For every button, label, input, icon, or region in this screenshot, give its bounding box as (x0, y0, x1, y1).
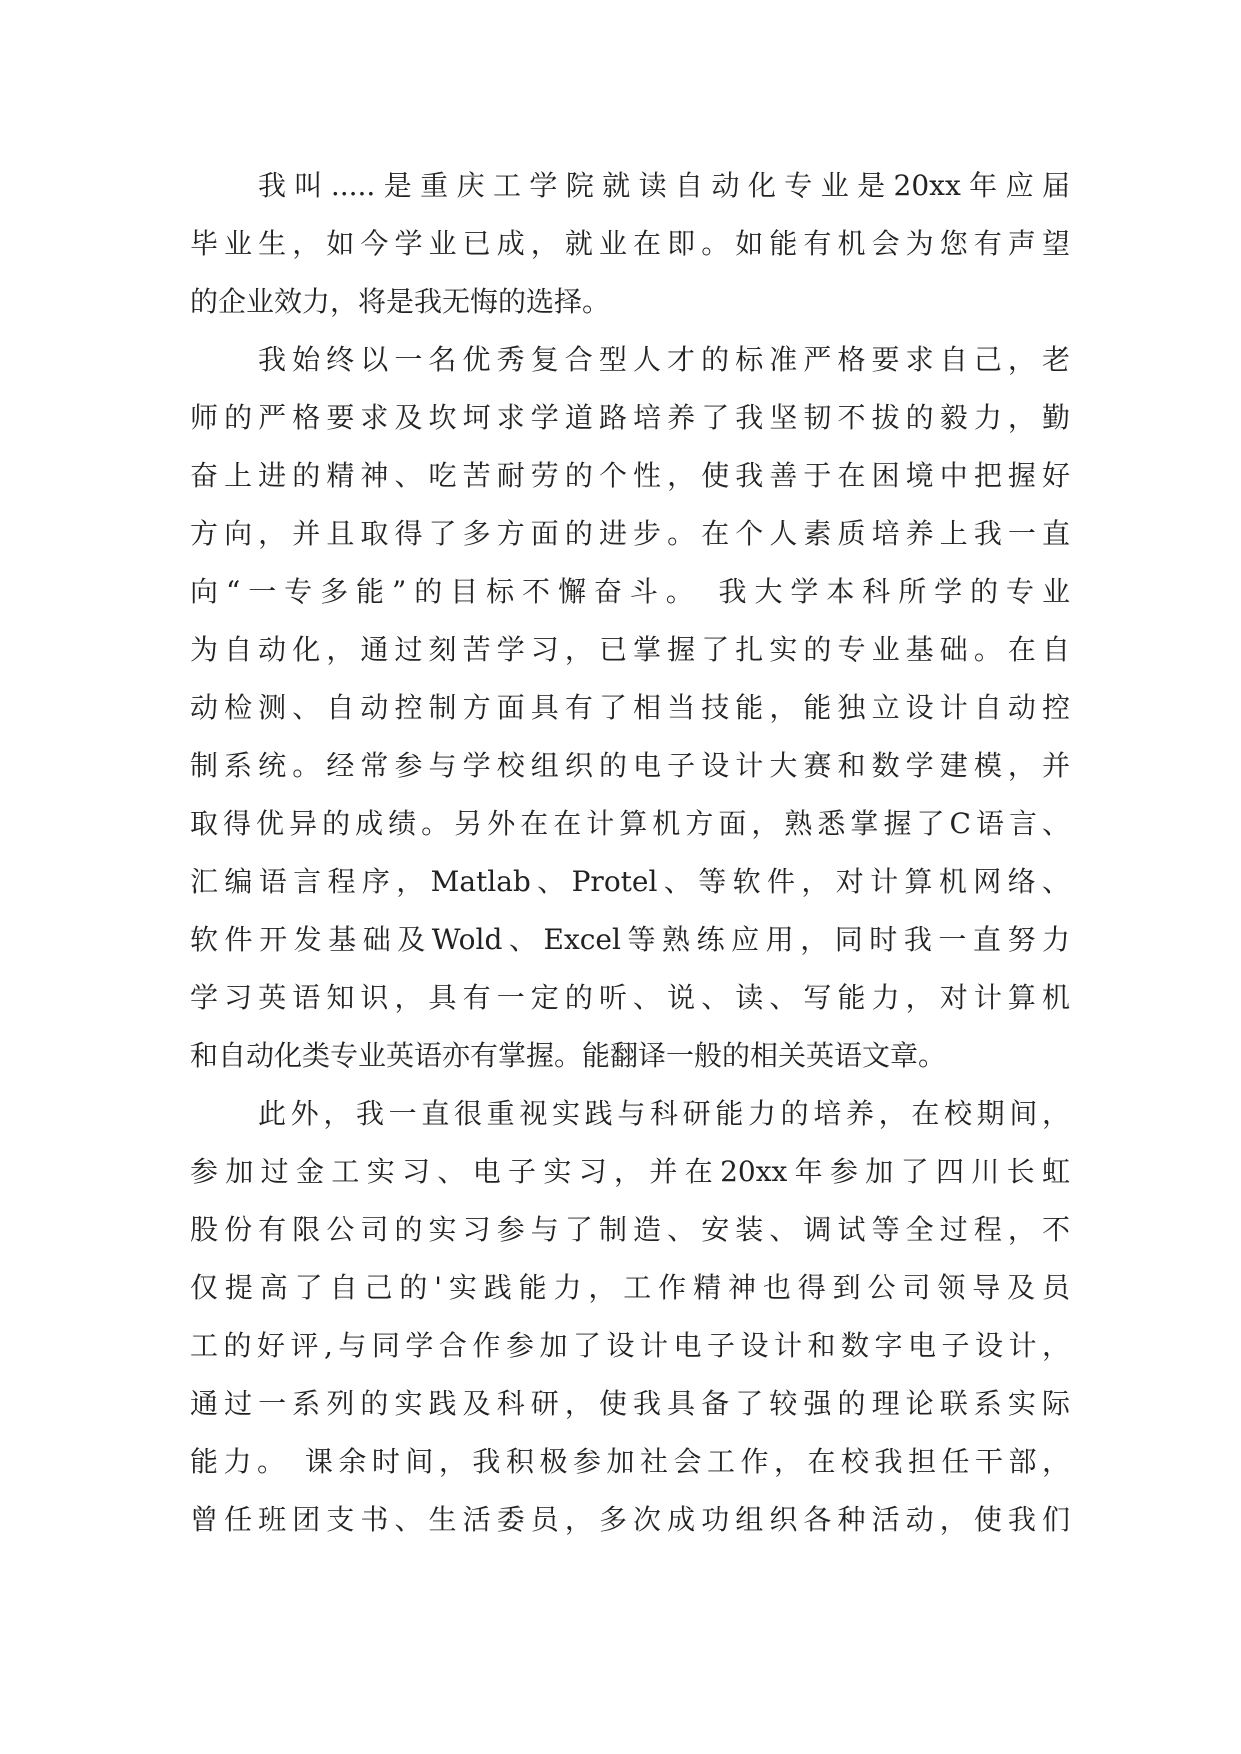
text-line: 方向，并且取得了多方面的进步。在个人素质培养上我一直 (190, 517, 1070, 550)
text-line: 制系统。经常参与学校组织的电子设计大赛和数学建模，并 (190, 749, 1070, 782)
text-line: 汇编语言程序，Matlab、Protel、等软件，对计算机网络、 (190, 865, 1070, 898)
text-line: 仅提高了自己的'实践能力，工作精神也得到公司领导及员 (190, 1271, 1070, 1304)
text-line: 毕业生，如今学业已成，就业在即。如能有机会为您有声望 (190, 227, 1070, 260)
text-line: 学习英语知识，具有一定的听、说、读、写能力，对计算机 (190, 981, 1070, 1014)
document-body (190, 157, 1070, 1549)
text-line: 参加过金工实习、电子实习，并在20xx年参加了四川长虹 (190, 1155, 1070, 1188)
text-line: 的企业效力，将是我无悔的选择。 (190, 285, 611, 318)
text-line: 我始终以一名优秀复合型人才的标准严格要求自己，老 (258, 343, 1070, 376)
text-line: 工的好评,与同学合作参加了设计电子设计和数字电子设计， (190, 1329, 1070, 1362)
text-line: 我叫.....是重庆工学院就读自动化专业是20xx年应届 (258, 169, 1070, 202)
text-line: 为自动化，通过刻苦学习，已掌握了扎实的专业基础。在自 (190, 633, 1070, 666)
text-line: 股份有限公司的实习参与了制造、安装、调试等全过程，不 (190, 1213, 1070, 1246)
text-line: 奋上进的精神、吃苦耐劳的个性，使我善于在困境中把握好 (190, 459, 1070, 492)
text-line: 曾任班团支书、生活委员，多次成功组织各种活动，使我们 (190, 1503, 1070, 1536)
text-line: 动检测、自动控制方面具有了相当技能，能独立设计自动控 (190, 691, 1070, 724)
text-line: 此外，我一直很重视实践与科研能力的培养，在校期间， (258, 1097, 1070, 1130)
text-line: 能力。 课余时间，我积极参加社会工作，在校我担任干部， (190, 1445, 1070, 1478)
text-line: 师的严格要求及坎坷求学道路培养了我坚韧不拔的毅力，勤 (190, 401, 1070, 434)
text-line: 软件开发基础及Wold、Excel等熟练应用，同时我一直努力 (190, 923, 1070, 956)
text-line: 和自动化类专业英语亦有掌握。能翻译一般的相关英语文章。 (190, 1039, 947, 1072)
text-line: 向“一专多能”的目标不懈奋斗。 我大学本科所学的专业 (190, 575, 1070, 608)
text-line: 取得优异的成绩。另外在在计算机方面，熟悉掌握了C语言、 (190, 807, 1070, 840)
text-line: 通过一系列的实践及科研，使我具备了较强的理论联系实际 (190, 1387, 1070, 1420)
